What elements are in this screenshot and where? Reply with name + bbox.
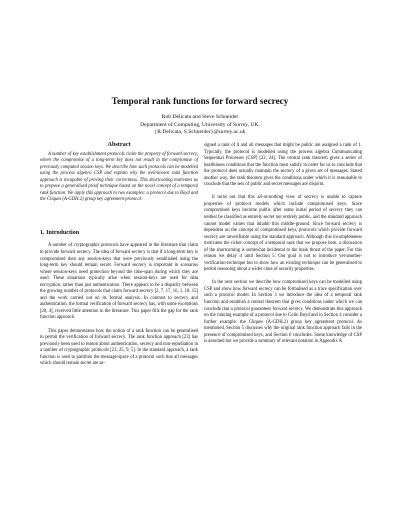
body-paragraph: A number of cryptographic protocols have appeared in the literature that claim to provide forward secrecy. The idea of forward secrecy is that if a long-term key is compromised then any session-keys that were previously established using the long-term key should remain secret. Forward secrecy is important in scenarios where session-keys need protection beyond the time-span during which they are used. These situations typically arise when session-keys are used for data encryption, rather than just authentication. There appears to be a disparity between the growing number of protocols that claim forward secrecy [2, 7, 17, 16, 1, 18, 15] and the work carried out on its formal analysis. In contrast to secrecy and authentication, the formal verification of forward secrecy has, with some exceptions [20, 4], received little attention in the literature. This paper fills the gap for the rank function approach. xyxy=(40,243,198,321)
abstract-heading: Abstract xyxy=(107,141,131,148)
author-affiliation: Department of Computing, University of Surrey, UK. xyxy=(140,121,260,128)
paper-title: Temporal rank functions for forward secrecy xyxy=(111,96,289,106)
section-heading-introduction: 1. Introduction xyxy=(40,229,80,236)
abstract-text: A number of key establishment protocols claim the property of forward secrecy, where the compromise of a long-term key does not result in the compromise of previously computed session keys. We describe how such protocols can be modelled using the process algebra CSP and explain why the well-known rank function approach is incapable of proving their correctness. This shortcoming motivates us to propose a generalised proof technique based on the novel concept of a temporal rank function. We apply this approach to two examples: a protocol due to Boyd and the Cliques (A-GDH.2) group key agreement protocol. xyxy=(40,151,198,203)
body-paragraph: This paper demonstrates how the notion of a rank function can be generalised to permit the verification of forward secrecy. The rank function approach [23] has previously been used to reason about authentication, secrecy and non-repudiation in a number of cryptographic protocols [23, 25, 9, 5]. In the standard approach, a rank function is used to partition the message-space of a protocol such that all messages which should remain secret are as- xyxy=(40,328,198,367)
body-paragraph: In the next section we describe how compromised keys can be modelled using CSP and show how forward secrecy can be formalised as a trace specification over such a protocol model. In Section 3 we introduce the idea of a temporal rank function and establish a central theorem that gives conditions under which we can conclude that a protocol guarantees forward secrecy. We demonstrate this approach on the running example of a protocol due to Colin Boyd and in Section 4 consider a further example: the Cliques (A-GDH.2) group key agreement protocol. As mentioned, Section 5 discusses why the original rank function approach fails in the presence of compromised keys, and Section 6 concludes. Some knowledge of CSP is assumed but we provide a summary of relevant notation in Appendix A. xyxy=(204,280,362,345)
author-block xyxy=(0,114,400,137)
author-names: Rob Delicata and Steve Schneider xyxy=(161,114,239,120)
author-emails: {R.Delicata, S.Schneider}@surrey.ac.uk xyxy=(154,129,246,136)
left-column xyxy=(40,142,198,368)
right-column xyxy=(204,143,362,346)
body-paragraph: signed a rank of 0 and all messages that might be public are assigned a rank of 1. Typically, the protocol is modelled using the process algebra Communicating Sequential Processes (CSP) [22, 24]. The central rank theorem gives a series of healthiness conditions that the function must satisfy in order for us to conclude that the protocol does actually maintain the secrecy of a given set of messages. Stated another way, the rank theorem gives the conditions under which it is reasonable to conclude that the sets of public and secret messages are disjoint. xyxy=(204,143,362,188)
body-paragraph: It turns out that this all-or-nothing view of secrecy is unable to capture properties of protocol models which include compromised keys. Since compromised keys become public after some initial period of secrecy they can neither be classified as entirely secret nor entirely public, and the standard approach cannot model values that inhabit this middle-ground. Since forward secrecy is dependent on the concept of compromised keys, protocols which provide forward secrecy are unverifiable using the standard approach. Although this incompleteness motivates the richer concept of a temporal rank that we propose here, a discussion of the shortcoming is somewhat incidental to the main thrust of the paper. For this reason we delay it until Section 5. Our goal is not to introduce yet-another-verification-technique but to show how an existing technique can be generalised to permit reasoning about a wider class of security properties. xyxy=(204,195,362,273)
